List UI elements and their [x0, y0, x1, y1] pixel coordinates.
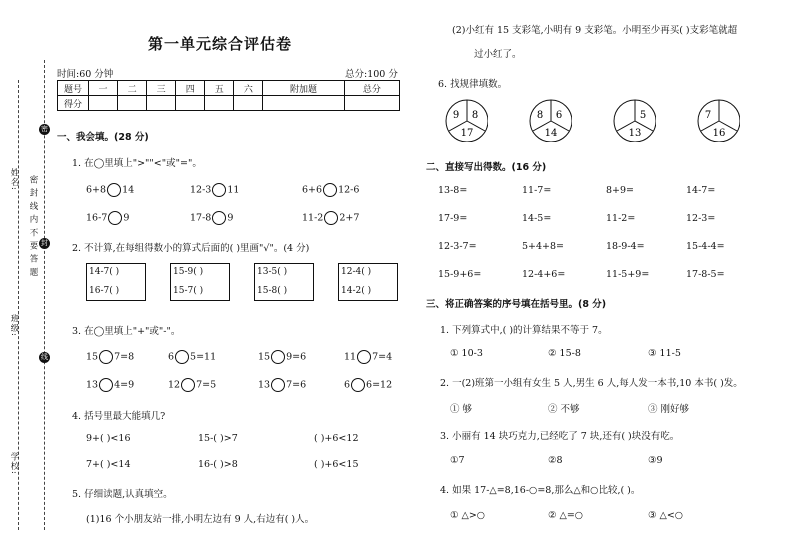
- compare-item[interactable]: 12-3 11: [190, 184, 240, 196]
- wheel-number: 13: [628, 128, 642, 139]
- section-1-heading: 一、我会填。(28 分): [57, 132, 149, 143]
- s3-q2-stem: 2. 一(2)班第一小组有女生 5 人,男生 6 人,每人发一本书,10 本书( )发。: [440, 378, 743, 389]
- calc-item[interactable]: 11-5+9=: [606, 269, 650, 280]
- score-cell[interactable]: [89, 96, 118, 111]
- max-fill-item[interactable]: 16-( )>8: [198, 459, 238, 470]
- section-2-heading: 二、直接写出得数。(16 分): [426, 162, 547, 173]
- wheel-number: 8: [471, 110, 479, 121]
- max-fill-item[interactable]: ( )+6<15: [314, 459, 359, 470]
- calc-item[interactable]: 13-8=: [438, 185, 468, 196]
- q2-stem: 2. 不计算,在每组得数小的算式后面的( )里画"√"。(4 分): [72, 243, 310, 254]
- compare-box-3: [254, 263, 314, 301]
- score-header: 六: [234, 81, 263, 96]
- answer-circle[interactable]: [212, 183, 226, 197]
- seal-mark-3: 线: [41, 353, 48, 361]
- score-header: 四: [176, 81, 205, 96]
- answer-circle[interactable]: [271, 350, 285, 364]
- score-cell[interactable]: [263, 96, 344, 111]
- compare-expr[interactable]: 12-4( ): [341, 267, 372, 277]
- compare-expr[interactable]: 14-7( ): [89, 267, 120, 277]
- s3-q2-opt[interactable]: ③ 刚好够: [648, 404, 690, 415]
- compare-expr[interactable]: 16-7( ): [89, 286, 120, 296]
- sign-item[interactable]: 15 7=8: [86, 351, 135, 363]
- s3-q4-stem: 4. 如果 17-△=8,16-○=8,那么△和○比较,( )。: [440, 485, 641, 496]
- calc-item[interactable]: 12-4+6=: [522, 269, 566, 280]
- calc-item[interactable]: 12-3-7=: [438, 241, 477, 252]
- sign-item[interactable]: 11 7=4: [344, 351, 393, 363]
- class-label: 班级:: [9, 314, 19, 337]
- answer-circle[interactable]: [324, 211, 338, 225]
- q6-stem: 6. 找规律填数。: [438, 79, 508, 90]
- s3-q4-opt[interactable]: ③ △<○: [648, 510, 684, 521]
- max-fill-item[interactable]: 9+( )<16: [86, 433, 131, 444]
- sign-item[interactable]: 13 4=9: [86, 379, 135, 391]
- q5-part2b: 过小红了。: [474, 49, 522, 60]
- wheel-number: 7: [704, 110, 712, 121]
- pattern-wheel: [528, 98, 572, 142]
- name-label: 姓名:: [9, 168, 19, 191]
- wheel-number: 8: [536, 110, 544, 121]
- score-table: [57, 80, 400, 111]
- score-header: 附加题: [263, 81, 344, 96]
- answer-circle[interactable]: [108, 211, 122, 225]
- answer-circle[interactable]: [271, 378, 285, 392]
- time-label: 时间:60 分钟: [57, 69, 114, 80]
- answer-circle[interactable]: [181, 378, 195, 392]
- answer-circle[interactable]: [351, 378, 365, 392]
- s3-q3-stem: 3. 小丽有 14 块巧克力,已经吃了 7 块,还有( )块没有吃。: [440, 431, 680, 442]
- pattern-wheel: [696, 98, 740, 142]
- score-header: 二: [118, 81, 147, 96]
- section-3-heading: 三、将正确答案的序号填在括号里。(8 分): [426, 299, 607, 310]
- wheel-number: 16: [712, 128, 726, 139]
- score-cell[interactable]: [118, 96, 147, 111]
- s3-q2-opt[interactable]: ① 够: [450, 404, 473, 415]
- compare-expr[interactable]: 15-7( ): [173, 286, 204, 296]
- max-fill-item[interactable]: 7+( )<14: [86, 459, 131, 470]
- sign-item[interactable]: 15 9=6: [258, 351, 307, 363]
- sign-item[interactable]: 6 6=12: [344, 379, 393, 391]
- answer-circle[interactable]: [99, 350, 113, 364]
- pattern-wheel: [612, 98, 656, 142]
- seal-mark-1: 密: [41, 125, 48, 133]
- school-label: 学校:: [9, 452, 19, 475]
- score-cell[interactable]: [344, 96, 399, 111]
- compare-item[interactable]: 17-8 9: [190, 212, 234, 224]
- s3-q3-opt[interactable]: ③9: [648, 455, 663, 466]
- answer-circle[interactable]: [99, 378, 113, 392]
- compare-expr[interactable]: 14-2( ): [341, 286, 372, 296]
- score-header: 三: [147, 81, 176, 96]
- wheel-number: 6: [555, 110, 563, 121]
- wheel-number: 5: [639, 110, 647, 121]
- page-title: 第一单元综合评估卷: [148, 35, 293, 53]
- sign-item[interactable]: 12 7=5: [168, 379, 217, 391]
- answer-circle[interactable]: [107, 183, 121, 197]
- wheel-number: 17: [460, 128, 474, 139]
- seal-notice: 密 封 线 内 不 要 答 题: [28, 175, 38, 277]
- compare-box-2: [170, 263, 230, 301]
- s3-q2-opt[interactable]: ② 不够: [548, 404, 580, 415]
- compare-box-1: [86, 263, 146, 301]
- wheel-number: 9: [452, 110, 460, 121]
- q3-stem: 3. 在◯里填上"+"或"-"。: [72, 326, 181, 337]
- sign-item[interactable]: 13 7=6: [258, 379, 307, 391]
- score-header: 总分: [344, 81, 399, 96]
- calc-item[interactable]: 11-2=: [606, 213, 636, 224]
- score-cell[interactable]: [205, 96, 234, 111]
- q5-stem: 5. 仔细读题,认真填空。: [72, 489, 173, 500]
- answer-circle[interactable]: [357, 350, 371, 364]
- q1-stem: 1. 在◯里填上">""<"或"="。: [72, 158, 202, 169]
- q5-part2a: (2)小红有 15 支彩笔,小明有 9 支彩笔。小明至少再买( )支彩笔就超: [452, 25, 738, 36]
- calc-item[interactable]: 14-7=: [686, 185, 716, 196]
- score-row-label: 得分: [58, 96, 89, 111]
- score-cell[interactable]: [176, 96, 205, 111]
- max-fill-item[interactable]: ( )+6<12: [314, 433, 359, 444]
- s3-q3-opt[interactable]: ②8: [548, 455, 563, 466]
- calc-item[interactable]: 8+9=: [606, 185, 635, 196]
- calc-item[interactable]: 12-3=: [686, 213, 716, 224]
- score-cell[interactable]: [234, 96, 263, 111]
- sign-item[interactable]: 6 5=11: [168, 351, 217, 363]
- score-cell[interactable]: [147, 96, 176, 111]
- calc-item[interactable]: 15-9+6=: [438, 269, 482, 280]
- pattern-wheel: [444, 98, 488, 142]
- q5-part1: (1)16 个小朋友站一排,小明左边有 9 人,右边有( )人。: [86, 514, 315, 525]
- compare-box-4: [338, 263, 398, 301]
- s3-q1-opt[interactable]: ③ 11-5: [648, 348, 681, 359]
- compare-item[interactable]: 11-2 2+7: [302, 212, 360, 224]
- compare-item[interactable]: 16-7 9: [86, 212, 130, 224]
- compare-expr[interactable]: 15-9( ): [173, 267, 204, 277]
- compare-expr[interactable]: 15-8( ): [257, 286, 288, 296]
- seal-mark-2: 封: [41, 239, 48, 247]
- total-label: 总分:100 分: [345, 69, 398, 80]
- s3-q4-opt[interactable]: ② △=○: [548, 510, 584, 521]
- calc-item[interactable]: 17-8-5=: [686, 269, 725, 280]
- answer-circle[interactable]: [212, 211, 226, 225]
- answer-circle[interactable]: [323, 183, 337, 197]
- compare-item[interactable]: 6+8 14: [86, 184, 135, 196]
- calc-item[interactable]: 14-5=: [522, 213, 552, 224]
- compare-item[interactable]: 6+6 12-6: [302, 184, 360, 196]
- calc-item[interactable]: 18-9-4=: [606, 241, 645, 252]
- score-header: 一: [89, 81, 118, 96]
- s3-q1-stem: 1. 下列算式中,( )的计算结果不等于 7。: [440, 325, 608, 336]
- wheel-number: 14: [544, 128, 558, 139]
- calc-item[interactable]: 17-9=: [438, 213, 468, 224]
- s3-q3-opt[interactable]: ①7: [450, 455, 465, 466]
- s3-q4-opt[interactable]: ① △>○: [450, 510, 486, 521]
- score-header: 题号: [58, 81, 89, 96]
- calc-item[interactable]: 11-7=: [522, 185, 552, 196]
- answer-circle[interactable]: [175, 350, 189, 364]
- score-header: 五: [205, 81, 234, 96]
- compare-expr[interactable]: 13-5( ): [257, 267, 288, 277]
- q4-stem: 4. 括号里最大能填几?: [72, 411, 166, 422]
- calc-item[interactable]: 15-4-4=: [686, 241, 725, 252]
- calc-item[interactable]: 5+4+8=: [522, 241, 565, 252]
- s3-q1-opt[interactable]: ② 15-8: [548, 348, 581, 359]
- max-fill-item[interactable]: 15-( )>7: [198, 433, 238, 444]
- s3-q1-opt[interactable]: ① 10-3: [450, 348, 483, 359]
